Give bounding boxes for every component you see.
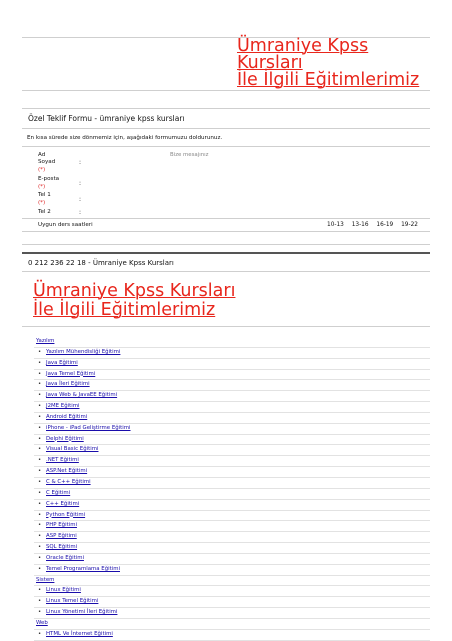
section-title-line-2[interactable]: İle İlgili Eğitimlerimiz: [33, 300, 216, 320]
list-item: [34, 445, 430, 456]
tel1-label: Tel 1: [38, 192, 51, 198]
course-list: [34, 337, 430, 641]
list-item: [34, 467, 430, 478]
time-option[interactable]: 19-22: [401, 222, 418, 228]
bullet-icon: •: [38, 478, 42, 485]
course-link[interactable]: PHP Eğitimi: [46, 522, 77, 529]
bullet-icon: •: [38, 446, 42, 453]
section-divider: [22, 252, 430, 254]
list-item: [34, 511, 430, 522]
divider: [22, 108, 430, 109]
course-link[interactable]: Android Eğitimi: [46, 413, 88, 420]
list-item: [34, 597, 430, 608]
tel2-label: Tel 2: [38, 209, 51, 215]
hero-title-line-1[interactable]: Ümraniye Kpss: [237, 36, 369, 56]
bullet-icon: •: [38, 359, 42, 366]
required-marker: (*): [38, 200, 46, 206]
bullet-icon: •: [38, 609, 42, 616]
eposta-colon: :: [79, 180, 82, 187]
phone-line: 0 212 236 22 18 - Ümraniye Kpss Kursları: [28, 259, 174, 267]
course-link[interactable]: Oracle Eğitimi: [46, 554, 84, 561]
course-link[interactable]: Visual Basic Eğitimi: [46, 446, 99, 453]
course-link[interactable]: C++ Eğitimi: [46, 500, 80, 507]
time-options: [327, 222, 422, 228]
list-item: [34, 391, 430, 402]
list-item: [34, 413, 430, 424]
eposta-label: E-posta: [38, 176, 60, 182]
list-item: [34, 565, 430, 576]
course-link[interactable]: J2ME Eğitimi: [46, 403, 80, 410]
list-item: [34, 359, 430, 370]
list-item: [34, 402, 430, 413]
category-link[interactable]: Sistem: [36, 576, 55, 583]
list-item: [34, 380, 430, 391]
category-row: [34, 337, 430, 348]
divider: [22, 244, 430, 245]
list-item: [34, 424, 430, 435]
bullet-icon: •: [38, 500, 42, 507]
course-link[interactable]: Java Web & JavaEE Eğitimi: [46, 392, 118, 399]
course-link[interactable]: SQL Eğitimi: [46, 544, 78, 551]
course-link[interactable]: .NET Eğitimi: [46, 457, 79, 464]
list-item: [34, 489, 430, 500]
course-link[interactable]: ASP Eğitimi: [46, 533, 77, 540]
hero-title-line-3[interactable]: İle İlgili Eğitimlerimiz: [237, 70, 420, 90]
divider: [22, 218, 430, 219]
bullet-icon: •: [38, 598, 42, 605]
course-link[interactable]: ASP.Net Eğitimi: [46, 468, 88, 475]
divider: [22, 146, 430, 147]
bullet-icon: •: [38, 511, 42, 518]
list-item: [34, 586, 430, 597]
course-link[interactable]: Java İleri Eğitimi: [46, 381, 90, 388]
section-title[interactable]: [33, 282, 235, 320]
divider: [22, 326, 430, 327]
tel2-colon: :: [79, 209, 82, 216]
time-option[interactable]: 16-19: [376, 222, 394, 228]
category-link[interactable]: Web: [36, 619, 48, 626]
list-item: [34, 608, 430, 619]
bullet-icon: •: [38, 468, 42, 475]
divider: [22, 231, 430, 232]
list-item: [34, 543, 430, 554]
list-item: [34, 456, 430, 467]
list-item: [34, 348, 430, 359]
bullet-icon: •: [38, 370, 42, 377]
bullet-icon: •: [38, 403, 42, 410]
bullet-icon: •: [38, 522, 42, 529]
course-link[interactable]: Python Eğitimi: [46, 511, 86, 518]
course-link[interactable]: Yazılım Mühendisliği Eğitimi: [46, 348, 121, 355]
category-link[interactable]: Yazılım: [36, 338, 55, 344]
bullet-icon: •: [38, 424, 42, 431]
course-link[interactable]: Temel Programlama Eğitimi: [46, 565, 120, 572]
bullet-icon: •: [38, 554, 42, 561]
course-link[interactable]: Java Eğitimi: [46, 359, 78, 366]
bullet-icon: •: [38, 587, 42, 594]
bullet-icon: •: [38, 413, 42, 420]
list-item: [34, 554, 430, 565]
section-title-line-1[interactable]: Ümraniye Kpss Kursları: [33, 281, 236, 301]
form-description: En kısa sürede size dönmemiz için, aşağıdaki formumuzu doldurunuz.: [27, 135, 223, 141]
bullet-icon: •: [38, 348, 42, 355]
course-link[interactable]: Delphi Eğitimi: [46, 435, 84, 442]
ad-label: Ad: [38, 152, 46, 158]
course-link[interactable]: C Eğitimi: [46, 489, 71, 496]
category-row: [34, 619, 430, 630]
bullet-icon: •: [38, 630, 42, 637]
message-field[interactable]: Bize mesajınız: [170, 152, 209, 158]
list-item: [34, 370, 430, 381]
list-item: [34, 532, 430, 543]
bullet-icon: •: [38, 489, 42, 496]
course-link[interactable]: iPhone - iPad Geliştirme Eğitimi: [46, 424, 131, 431]
hero-title-line-2[interactable]: Kursları: [237, 53, 303, 73]
course-link[interactable]: HTML Ve İnternet Eğitimi: [46, 630, 113, 637]
course-link[interactable]: Linux Eğitimi: [46, 587, 81, 594]
times-label: Uygun ders saatleri: [38, 222, 93, 228]
time-option[interactable]: 10-13: [327, 222, 344, 228]
category-row: [34, 576, 430, 587]
course-link[interactable]: Linux Yönetimi İleri Eğitimi: [46, 609, 118, 616]
bullet-icon: •: [38, 457, 42, 464]
divider: [22, 90, 430, 91]
bullet-icon: •: [38, 435, 42, 442]
bullet-icon: •: [38, 565, 42, 572]
course-link[interactable]: Java Temel Eğitimi: [46, 370, 96, 377]
time-option[interactable]: 13-16: [351, 222, 369, 228]
bullet-icon: •: [38, 392, 42, 399]
required-marker: (*): [38, 184, 46, 190]
bullet-icon: •: [38, 544, 42, 551]
list-item: [34, 435, 430, 446]
tel1-colon: :: [79, 196, 82, 203]
list-item: [34, 521, 430, 532]
course-link[interactable]: Linux Temel Eğitimi: [46, 598, 99, 605]
hero-title[interactable]: [237, 38, 437, 89]
form-title: Özel Teklif Formu - ümraniye kpss kursları: [28, 114, 185, 123]
list-item: [34, 630, 430, 641]
bullet-icon: •: [38, 533, 42, 540]
soyad-label: Soyad: [38, 159, 56, 165]
divider: [22, 271, 430, 272]
required-marker: (*): [38, 167, 46, 173]
list-item: [34, 500, 430, 511]
bullet-icon: •: [38, 381, 42, 388]
list-item: [34, 478, 430, 489]
divider: [22, 128, 430, 129]
course-link[interactable]: C & C++ Eğitimi: [46, 478, 91, 485]
soyad-colon: :: [79, 159, 82, 166]
